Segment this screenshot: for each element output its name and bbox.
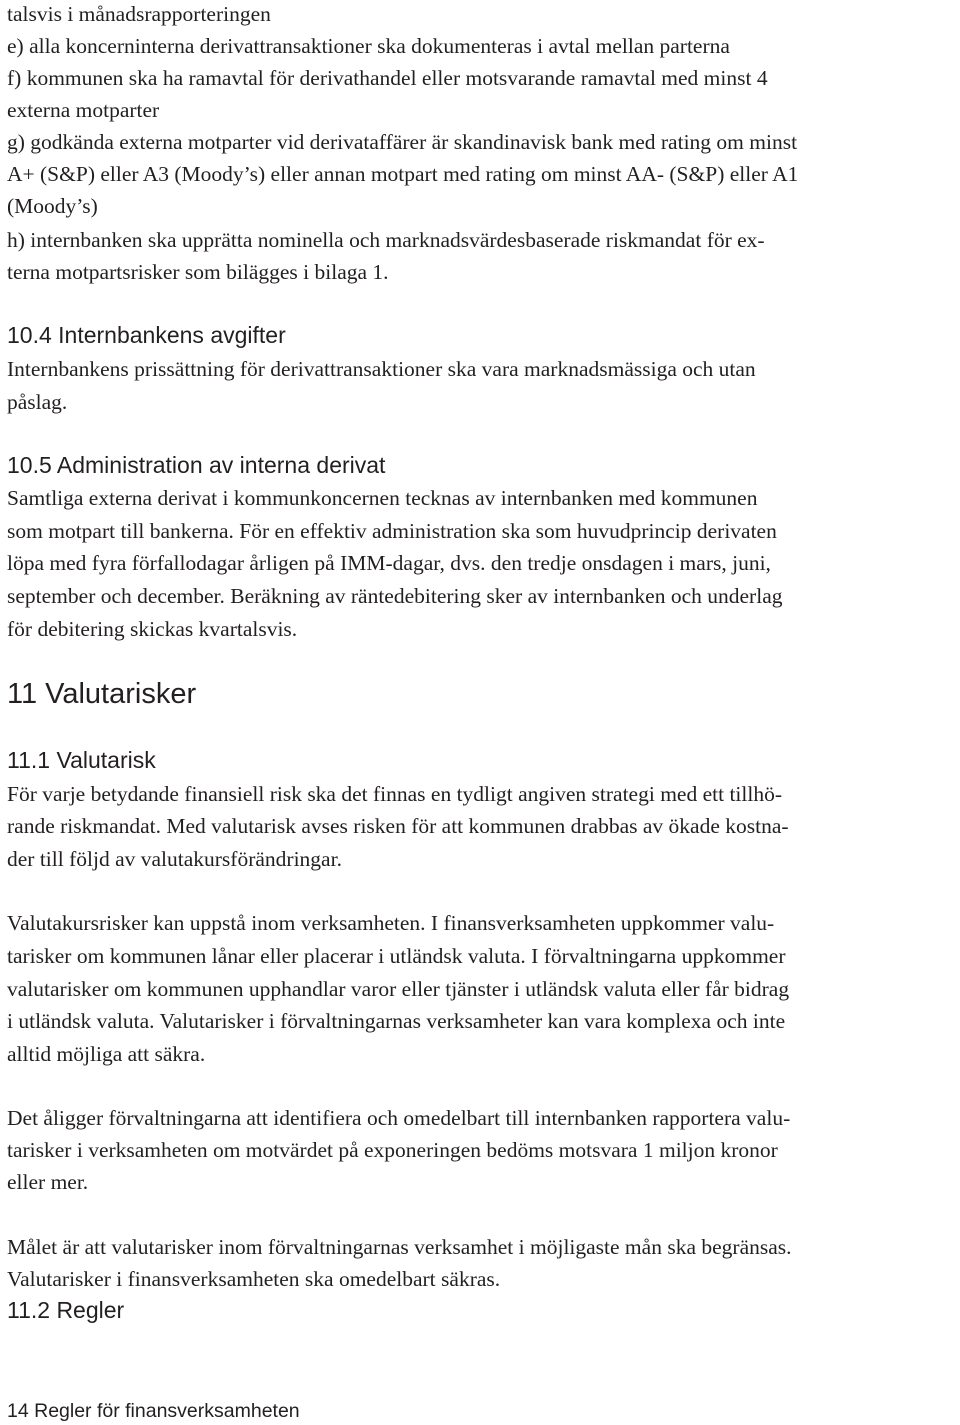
- text-line: som motpart till bankerna. För en effektiv administration ska som huvudprincip derivaten: [7, 519, 777, 543]
- text-line: löpa med fyra förfallodagar årligen på IMM-dagar, dvs. den tredje onsdagen i mars, juni,: [7, 551, 771, 575]
- section-heading-10-5: 10.5 Administration av interna derivat: [7, 452, 386, 478]
- list-item-g: g) godkända externa motparter vid derivataffärer är skandinavisk bank med rating om minst: [7, 130, 798, 154]
- text-line: valutarisker om kommunen upphandlar varor eller tjänster i utländsk valuta eller får bidrag: [7, 977, 790, 1001]
- list-item-e: e) alla koncerninterna derivattransaktioner ska dokumenteras i avtal mellan parterna: [7, 34, 730, 58]
- chapter-heading-11: 11 Valutarisker: [7, 678, 197, 710]
- page-footer: 14 Regler för finansverksamheten: [7, 1400, 300, 1422]
- text-line: Valutakursrisker kan uppstå inom verksamheten. I finansverksamheten uppkommer valu-: [7, 911, 775, 935]
- text-line: tarisker om kommunen lånar eller placerar i utländsk valuta. I förvaltningarna uppkommer: [7, 944, 786, 968]
- text-line: Samtliga externa derivat i kommunkoncernen tecknas av internbanken med kommunen: [7, 486, 758, 510]
- text-line: (Moody’s): [7, 194, 98, 218]
- text-line: alltid möjliga att säkra.: [7, 1042, 206, 1066]
- text-line: rande riskmandat. Med valutarisk avses risken för att kommunen drabbas av ökade kostna-: [7, 814, 789, 838]
- text-line: i utländsk valuta. Valutarisker i förvaltningarnas verksamheter kan vara komplexa och inte: [7, 1009, 786, 1033]
- text-line: tarisker i verksamheten om motvärdet på exponeringen bedöms motsvara 1 miljon kronor: [7, 1138, 778, 1162]
- text-line: externa motparter: [7, 98, 160, 122]
- text-line: Valutarisker i finansverksamheten ska omedelbart säkras.: [7, 1267, 501, 1291]
- text-line: för debitering skickas kvartalsvis.: [7, 617, 298, 641]
- text-line: A+ (S&P) eller A3 (Moody’s) eller annan motpart med rating om minst AA- (S&P) eller A1: [7, 162, 799, 186]
- section-heading-11-2: 11.2 Regler: [7, 1297, 125, 1323]
- list-item-h: h) internbanken ska upprätta nominella och marknadsvärdesbaserade riskmandat för ex-: [7, 228, 765, 252]
- text-line: terna motpartsrisker som bilägges i bilaga 1.: [7, 260, 389, 284]
- text-line: Internbankens prissättning för derivattransaktioner ska vara marknadsmässiga och utan: [7, 357, 756, 381]
- text-line: För varje betydande finansiell risk ska det finnas en tydligt angiven strategi med ett tillhö-: [7, 782, 782, 806]
- text-line: talsvis i månadsrapporteringen: [7, 2, 271, 26]
- text-line: påslag.: [7, 390, 68, 414]
- text-line: eller mer.: [7, 1170, 89, 1194]
- text-line: Det åligger förvaltningarna att identifiera och omedelbart till internbanken rapportera valu-: [7, 1106, 791, 1130]
- text-line: der till följd av valutakursförändringar.: [7, 847, 342, 871]
- section-heading-10-4: 10.4 Internbankens avgifter: [7, 322, 286, 348]
- list-item-f: f) kommunen ska ha ramavtal för derivathandel eller motsvarande ramavtal med minst 4: [7, 66, 768, 90]
- text-line: september och december. Beräkning av räntedebitering sker av internbanken och underlag: [7, 584, 783, 608]
- section-heading-11-1: 11.1 Valutarisk: [7, 747, 156, 773]
- text-line: Målet är att valutarisker inom förvaltningarnas verksamhet i möjligaste mån ska begränsas.: [7, 1235, 792, 1259]
